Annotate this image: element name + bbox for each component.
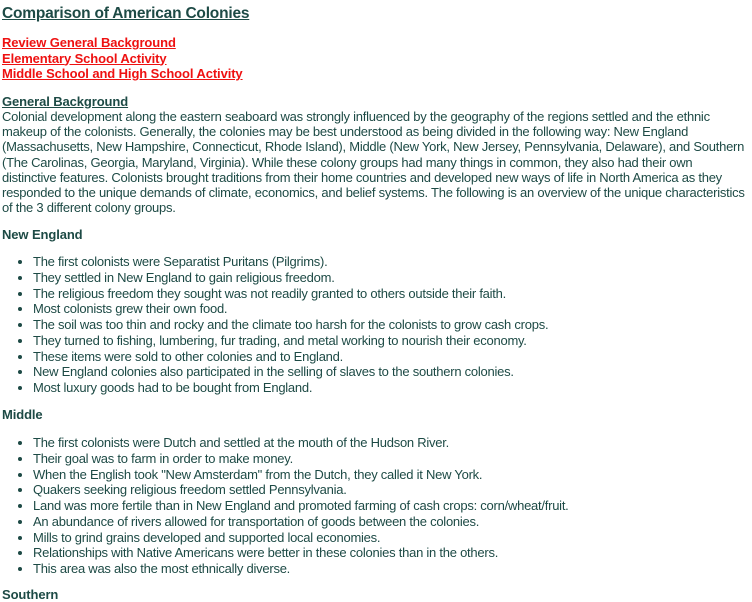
paragraph-line: Colonial development along the eastern seaboard was strongly influenced by the geography of the regions settled and the ethnic: [2, 109, 710, 124]
list-item: • Most luxury goods had to be bought from England.: [33, 380, 548, 396]
list-item: • An abundance of rivers allowed for transportation of goods between the colonies.: [33, 514, 569, 530]
paragraph-line: distinctive features. Colonists brought traditions from their home countries and developed new ways of life in North America as they: [2, 169, 722, 185]
paragraph-line: of the 3 different colony groups.: [2, 200, 176, 216]
list-item: • Their goal was to farm in order to make money.: [33, 451, 569, 467]
link-elementary-school-activity[interactable]: Elementary School Activity: [2, 50, 167, 66]
paragraph-line: (Massachusetts, New Hampshire, Connecticut, Rhode Island), Middle (New York, New Jersey, Pennsylvania, Delaware), and Southern: [2, 139, 745, 155]
general-background-paragraph: [2, 109, 745, 215]
list-item: • The soil was too thin and rocky and the climate too harsh for the colonists to grow cash crops.: [33, 317, 548, 333]
list-item: • Quakers seeking religious freedom settled Pennsylvania.: [33, 482, 569, 498]
paragraph-line: makeup of the colonists. Generally, the colonies may be best understood as being divided in the following way: New England: [2, 124, 689, 140]
link-middle-high-school-activity[interactable]: Middle School and High School Activity: [2, 66, 243, 81]
paragraph-line: (The Carolinas, Georgia, Maryland, Virginia). While these colony groups had many things in common, they also had their own: [2, 154, 693, 170]
activity-links: [2, 35, 243, 82]
general-background-heading: General Background: [2, 94, 129, 109]
list-item: • New England colonies also participated in the selling of slaves to the southern colonies.: [33, 364, 548, 380]
page-title: Comparison of American Colonies: [2, 5, 250, 22]
list-item: • The religious freedom they sought was not readily granted to others outside their faith.: [33, 286, 548, 302]
southern-heading: Southern: [2, 587, 59, 602]
new-england-list: [0, 254, 548, 396]
middle-list: [0, 435, 569, 577]
list-item: • They turned to fishing, lumbering, fur trading, and metal working to nourish their economy.: [33, 333, 548, 349]
list-item: • Land was more fertile than in New England and promoted farming of cash crops: corn/wheat/fruit.: [33, 498, 569, 514]
list-item: • The first colonists were Separatist Puritans (Pilgrims).: [33, 254, 548, 270]
list-item: • They settled in New England to gain religious freedom.: [33, 270, 548, 286]
paragraph-line: responded to the unique demands of climate, economics, and belief systems. The following is an overview of the unique characteristics: [2, 185, 745, 201]
middle-heading: Middle: [2, 407, 43, 422]
list-item: • This area was also the most ethnically diverse.: [33, 561, 569, 577]
list-item: • Most colonists grew their own food.: [33, 301, 548, 317]
list-item: • These items were sold to other colonies and to England.: [33, 349, 548, 365]
list-item: • Mills to grind grains developed and supported local economies.: [33, 530, 569, 546]
list-item: • Relationships with Native Americans were better in these colonies than in the others.: [33, 545, 569, 561]
link-review-general-background[interactable]: Review General Background: [2, 35, 176, 50]
new-england-heading: New England: [2, 227, 83, 242]
list-item: • When the English took "New Amsterdam" from the Dutch, they called it New York.: [33, 467, 569, 483]
list-item: • The first colonists were Dutch and settled at the mouth of the Hudson River.: [33, 435, 569, 451]
